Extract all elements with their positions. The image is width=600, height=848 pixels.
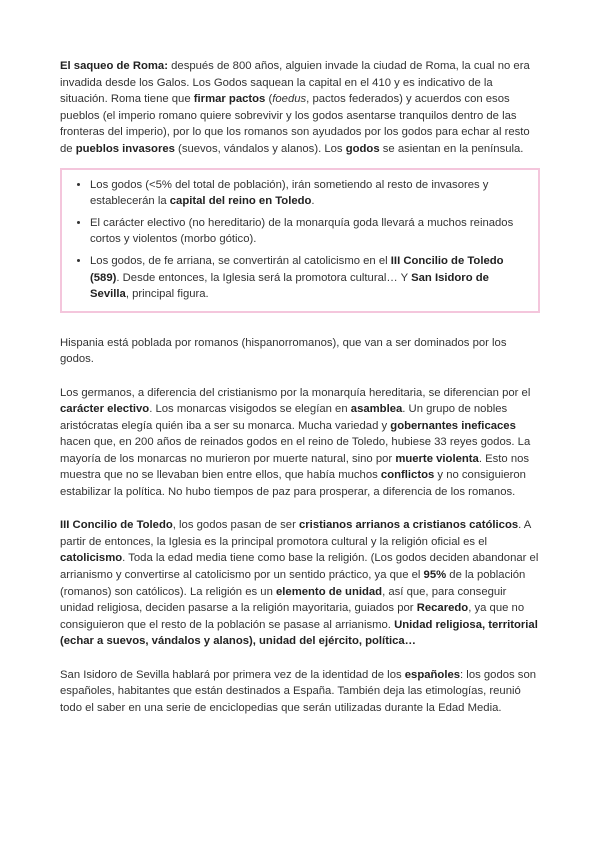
bold-term: catolicismo bbox=[60, 552, 123, 565]
bold-term: Recaredo bbox=[416, 602, 469, 615]
paragraph-concilio bbox=[60, 517, 540, 650]
paragraph-saqueo-de-roma bbox=[60, 58, 540, 158]
text-span: . Toda la edad media tiene como base la religión. (Los godos deciden abandonar el arrianismo y convertirse al catolicismo por un sentido práctico, ya que el bbox=[60, 552, 539, 582]
text-span: , así que, para conseguir unidad religiosa, deciden pasarse a la religión mayoritaria, guiados por bbox=[60, 585, 507, 615]
text-span: Los germanos, a diferencia del cristianismo por la monarquía hereditaria, se diferencian por el bbox=[60, 386, 531, 399]
bold-term: conflictos bbox=[380, 469, 435, 482]
text-span: se asientan en la península. bbox=[379, 142, 524, 155]
text-span: (suevos, vándalos y alanos). Los bbox=[174, 142, 346, 155]
text-span: San Isidoro de Sevilla hablará por primera vez de la identidad de los bbox=[60, 668, 405, 681]
bold-term: asamblea bbox=[350, 403, 403, 416]
paragraph-hispania bbox=[60, 335, 540, 368]
bold-term: godos bbox=[345, 142, 380, 155]
text-span: después de 800 años, alguien invade la ciudad de Roma, la cual no era invadida desde los Galos. Los Godos saquean la capital en el 410 y es indicativo de la situación. Roma tiene que bbox=[60, 60, 530, 106]
text-span: . Desde entonces, la Iglesia será la promotora cultural… Y bbox=[116, 271, 412, 284]
text-span: hacen que, en 200 años de reinados godos en el reino de Toledo, hubiese 33 reyes godos. La mayoría de los monarcas no murieron por muerte natural, sino por bbox=[60, 436, 531, 465]
text-span: Hispania está poblada por romanos (hispanorromanos), que van a ser dominados por los godos. bbox=[60, 336, 507, 366]
bold-term: firmar pactos bbox=[193, 93, 266, 106]
text-span: . Esto nos muestra que no se llevaban bien entre ellos, que había muchos bbox=[60, 452, 530, 482]
bold-term: pueblos invasores bbox=[75, 142, 175, 155]
paragraph-germanos bbox=[60, 385, 540, 501]
bold-term: cristianos arrianos a cristianos católicos bbox=[299, 519, 519, 532]
bold-term: Unidad religiosa, territorial (echar a suevos, vándalos y alanos), unidad del ejército, política… bbox=[60, 618, 538, 648]
text-span: . A partir de entonces, la Iglesia es la principal promotora cultural y la religión oficial es el bbox=[60, 519, 531, 548]
text-span: . Un grupo de nobles aristócratas elegía quién iba a ser su monarca. Mucha variedad y bbox=[60, 403, 508, 432]
text-span: Los godos (<5% del total de población), irán sometiendo al resto de invasores y establecerán la bbox=[90, 178, 489, 208]
text-span: , pactos federados) y acuerdos con esos pueblos (el imperio romano quiere sobrevivir y los godos asentarse tranquilos dentro de las fronteras del imperio), por lo que los romanos son ayudados por los godos para echar al resto de bbox=[60, 93, 530, 155]
text-span: , principal figura. bbox=[125, 288, 209, 301]
bold-term: capital del reino en Toledo bbox=[169, 195, 312, 208]
italic-term: foedus bbox=[272, 93, 307, 106]
bold-term: III Concilio de Toledo bbox=[60, 519, 173, 532]
text-span: Los godos, de fe arriana, se convertirán al catolicismo en el bbox=[90, 254, 391, 267]
bold-term: elemento de unidad bbox=[276, 585, 383, 598]
paragraph-san-isidoro bbox=[60, 667, 540, 717]
bold-term: 95% bbox=[423, 569, 447, 582]
text-span: El carácter electivo (no hereditario) de la monarquía goda llevará a muchos reinados cortos y violentos (morbo gótico). bbox=[90, 216, 514, 246]
text-span: de la población (romanos) son católicos). La religión es un bbox=[60, 569, 526, 598]
heading-saqueo: El saqueo de Roma: bbox=[60, 60, 168, 72]
callout-list bbox=[72, 177, 524, 303]
bold-term: españoles bbox=[404, 668, 461, 681]
list-item bbox=[90, 177, 524, 210]
text-span: ( bbox=[265, 93, 273, 106]
text-span: . Los monarcas visigodos se elegían en bbox=[149, 403, 351, 416]
text-span: : los godos son españoles, habitantes que están destinados a España. También deja las etimologías, reunió todo el saber en una serie de enciclopedias que serán utilizadas durante la Edad Media. bbox=[60, 668, 537, 714]
list-item bbox=[90, 215, 524, 248]
bold-term: III Concilio de Toledo (589) bbox=[90, 254, 504, 284]
text-span: y no consiguieron estabilizar la política. No hubo tiempos de paz para prosperar, a diferencia de los romanos. bbox=[60, 469, 526, 499]
bold-term: carácter electivo bbox=[60, 403, 150, 416]
text-span: . bbox=[311, 195, 315, 208]
bold-term: muerte violenta bbox=[395, 452, 479, 465]
bold-term: gobernantes ineficaces bbox=[390, 419, 516, 432]
callout-box bbox=[60, 168, 540, 313]
list-item bbox=[90, 253, 524, 303]
bold-term: San Isidoro de Sevilla bbox=[90, 271, 489, 301]
text-span: , ya que no consiguieron que el resto de la población se pasase al arrianismo. bbox=[60, 602, 525, 631]
text-span: , los godos pasan de ser bbox=[172, 519, 299, 532]
